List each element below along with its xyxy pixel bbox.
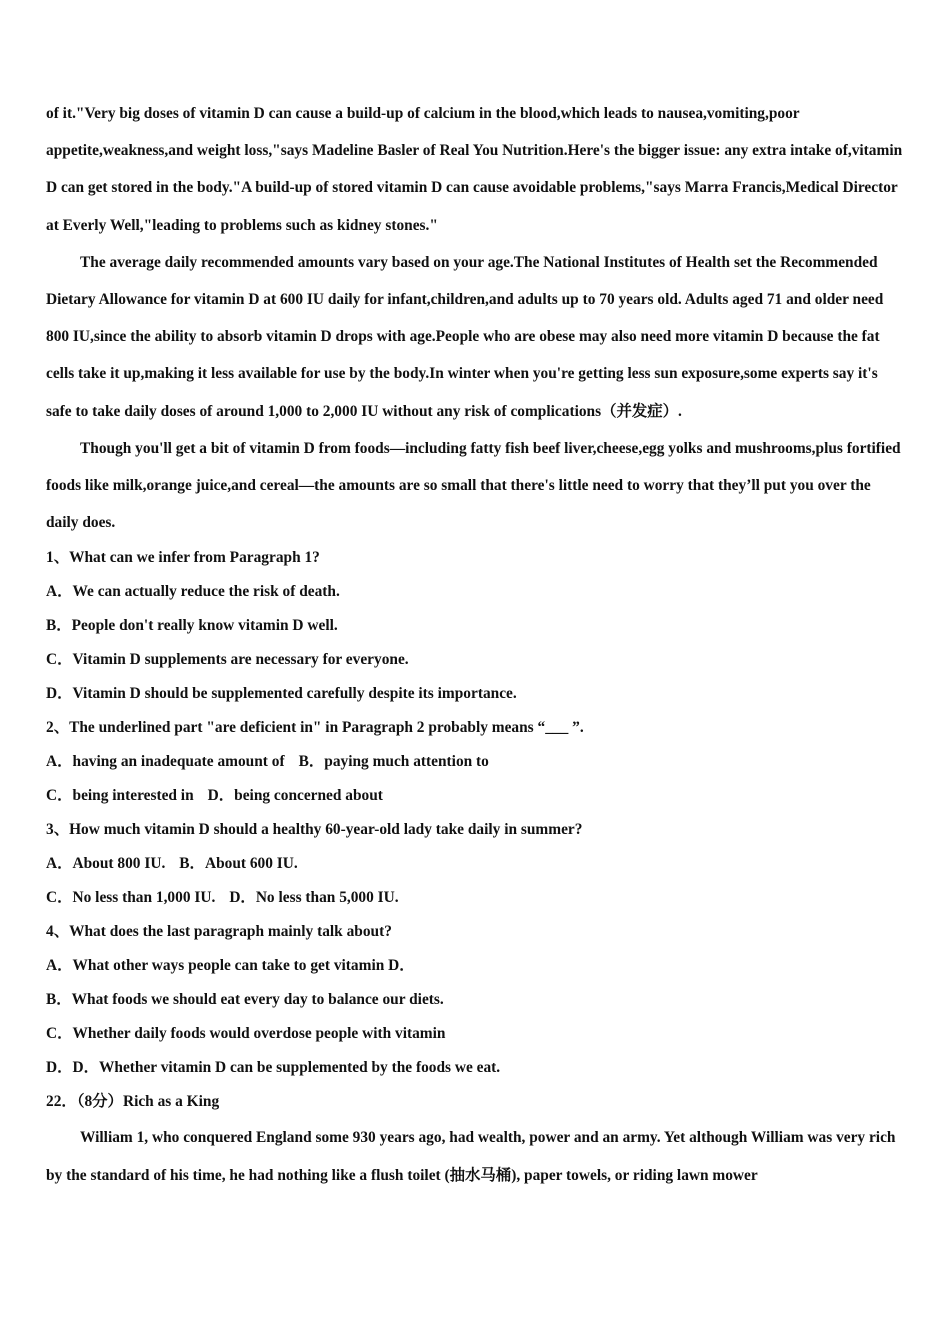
option-row: [46, 779, 904, 813]
option-c: C．Vitamin D supplements are necessary for everyone.: [46, 651, 409, 669]
document-page: [46, 95, 904, 1194]
option-row: [46, 881, 904, 915]
question-stem: 3、How much vitamin D should a healthy 60-year-old lady take daily in summer?: [46, 821, 583, 839]
question-2: [46, 711, 904, 813]
option-a: A．About 800 IU.: [46, 855, 166, 873]
section-paragraph: William 1, who conquered England some 930 years ago, had wealth, power and an army. Yet although William was very rich by the standard of his time, he had nothing like a flush toilet (抽水马桶), paper towels, or riding lawn mower: [46, 1129, 896, 1184]
option-b: B．What foods we should eat every day to balance our diets.: [46, 991, 444, 1009]
option-b: B．paying much attention to: [298, 753, 489, 771]
question-4: [46, 915, 904, 1085]
option-a: A．We can actually reduce the risk of death.: [46, 583, 340, 601]
option-b: B．People don't really know vitamin D well.: [46, 617, 338, 635]
option-a: A．having an inadequate amount of: [46, 753, 285, 771]
paragraph-1: of it."Very big doses of vitamin D can cause a build-up of calcium in the blood,which leads to nausea,vomiting,poor appetite,weakness,and weight loss,"says Madeline Basler of Real You Nutrition.Here's the bigger issue: any extra intake of,vitamin D can get stored in the body."A build-up of stored vitamin D can cause avoidable problems,"says Marra Francis,Medical Director at Everly Well,"leading to problems such as kidney stones.": [46, 105, 903, 234]
option-d: D．D．Whether vitamin D can be supplemented by the foods we eat.: [46, 1059, 501, 1077]
question-stem: 1、What can we infer from Paragraph 1?: [46, 549, 320, 567]
option-c: C．Whether daily foods would overdose people with vitamin: [46, 1025, 446, 1043]
option-c: C．being interested in: [46, 787, 194, 805]
option-d: D．Vitamin D should be supplemented carefully despite its importance.: [46, 685, 517, 703]
option-c: C．No less than 1,000 IU.: [46, 889, 216, 907]
option-d: D．No less than 5,000 IU.: [229, 889, 399, 907]
question-stem: 4、What does the last paragraph mainly talk about?: [46, 923, 392, 941]
paragraph-2: The average daily recommended amounts vary based on your age.The National Institutes of Health set the Recommended Dietary Allowance for vitamin D at 600 IU daily for infant,children,and adults up to 70 years old. Adults aged 71 and older need 800 IU,since the ability to absorb vitamin D drops with age.People who are obese may also need more vitamin D because the fat cells take it up,making it less available for use by the body.In winter when you're getting less sun exposure,some experts say it's safe to take daily doses of around 1,000 to 2,000 IU without any risk of complications（并发症）.: [46, 253, 884, 420]
paragraph-3: Though you'll get a bit of vitamin D from foods—including fatty fish beef liver,cheese,egg yolks and mushrooms,plus fortified foods like milk,orange juice,and cereal—the amounts are so small that there's little need to worry that they’ll put you over the daily does.: [46, 439, 901, 532]
option-b: B．About 600 IU.: [179, 855, 298, 873]
option-row: [46, 847, 904, 881]
section-heading: 22．（8分）Rich as a King: [46, 1093, 220, 1111]
question-1: [46, 541, 904, 711]
option-d: D．being concerned about: [207, 787, 383, 805]
question-3: [46, 813, 904, 915]
option-a: A．What other ways people can take to get vitamin D．: [46, 957, 415, 975]
option-row: [46, 745, 904, 779]
question-stem: 2、The underlined part "are deficient in" in Paragraph 2 probably means “___ ”.: [46, 719, 584, 737]
